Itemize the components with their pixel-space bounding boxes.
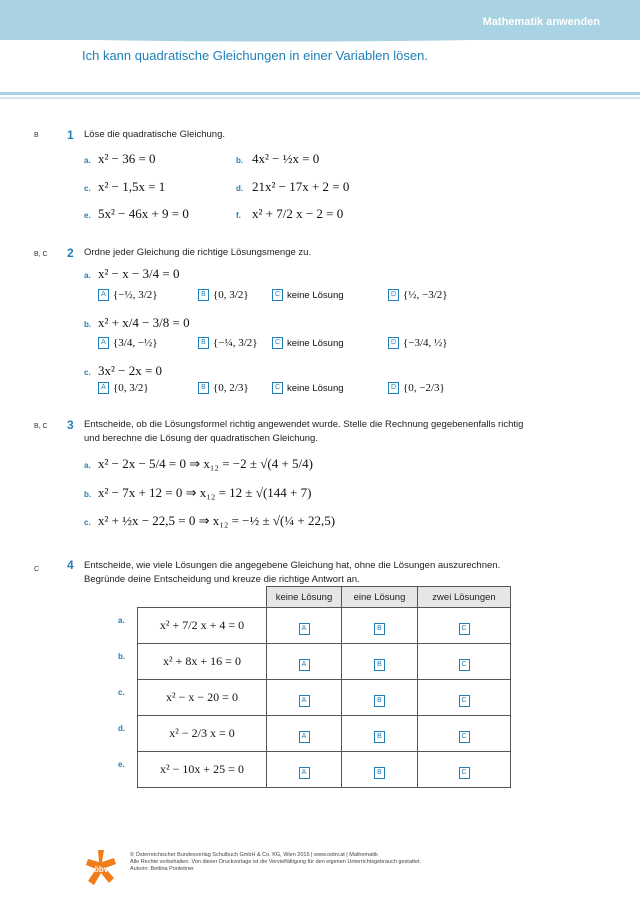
task-1c-equation: x² − 1,5x = 1 bbox=[98, 179, 166, 194]
task-4-number: 4 bbox=[67, 558, 74, 572]
footer-rights: Alle Rechte vorbehalten. Von dieser Druckvorlage ist die Vervielfältigung für den eigenen Unterrichtsgebrauch gestattet. bbox=[130, 859, 422, 865]
table-corner bbox=[138, 587, 267, 608]
task-1f-equation: x² + 7/2 x − 2 = 0 bbox=[252, 206, 344, 221]
table-row bbox=[138, 680, 511, 716]
checkbox-b[interactable]: B bbox=[198, 289, 209, 301]
table-row bbox=[138, 752, 511, 788]
task-4-tag: C bbox=[34, 566, 40, 573]
task-3b-label: b. bbox=[84, 490, 92, 499]
checkbox-c[interactable]: C bbox=[459, 623, 470, 635]
checkbox-d[interactable]: D bbox=[388, 337, 399, 349]
task-4-text-line1: Entscheide, wie viele Lösungen die angegebene Gleichung hat, ohne die Lösungen auszurechnen. bbox=[84, 560, 501, 571]
table-row bbox=[138, 608, 511, 644]
task-1d-label: d. bbox=[236, 184, 244, 193]
task-1f-label: f. bbox=[236, 211, 241, 220]
task-2c-option-d[interactable] bbox=[388, 382, 445, 394]
task-3-tag: B, C bbox=[34, 423, 48, 430]
task-2a-option-c[interactable] bbox=[272, 289, 344, 301]
option-text: keine Lösung bbox=[287, 289, 344, 301]
task-1b-equation: 4x² − ½x = 0 bbox=[252, 151, 320, 166]
footer-copyright: © Österreichischer Bundesverlag Schulbuch GmbH & Co. KG, Wien 2015 | www.oebv.at | Mathematik bbox=[130, 852, 378, 858]
task-2-text: Ordne jeder Gleichung die richtige Lösungsmenge zu. bbox=[84, 247, 312, 258]
task-2c-option-b[interactable] bbox=[198, 382, 249, 394]
option-text: {0, 3/2} bbox=[213, 289, 249, 301]
task-4d-label: d. bbox=[118, 724, 126, 733]
task-1a-label: a. bbox=[84, 156, 91, 165]
checkbox-b[interactable]: B bbox=[374, 623, 385, 635]
task-3a-equation: x² − 2x − 5/4 = 0 ⇒ x₁₂ = −2 ± √(4 + 5/4) bbox=[98, 456, 313, 471]
table-header-row bbox=[138, 587, 511, 608]
checkbox-a[interactable]: A bbox=[98, 337, 109, 349]
checkbox-b[interactable]: B bbox=[374, 695, 385, 707]
checkbox-b[interactable]: B bbox=[198, 337, 209, 349]
footer-author: Autorin: Bettina Ponleitner bbox=[130, 866, 194, 872]
table-row bbox=[138, 644, 511, 680]
logo-text: öbv bbox=[94, 865, 109, 874]
checkbox-a[interactable]: A bbox=[299, 623, 310, 635]
checkbox-c[interactable]: C bbox=[459, 767, 470, 779]
task-1e-label: e. bbox=[84, 211, 91, 220]
checkbox-c[interactable]: C bbox=[272, 289, 283, 301]
task-4c-label: c. bbox=[118, 688, 125, 697]
task-2b-option-a[interactable] bbox=[98, 337, 158, 349]
task-2-tag: B, C bbox=[34, 251, 48, 258]
checkbox-a[interactable]: A bbox=[98, 382, 109, 394]
column-header: keine Lösung bbox=[267, 587, 342, 608]
task-1-text: Löse die quadratische Gleichung. bbox=[84, 129, 226, 140]
task-2c-equation: 3x² − 2x = 0 bbox=[98, 363, 163, 378]
row-equation: x² + 7/2 x + 4 = 0 bbox=[138, 608, 267, 644]
task-3-text-line2: und berechne die Lösung der quadratischen Gleichung. bbox=[84, 433, 318, 444]
header-wave bbox=[0, 30, 640, 50]
divider-stripe-light bbox=[0, 97, 640, 99]
row-equation: x² − 10x + 25 = 0 bbox=[138, 752, 267, 788]
answer-table bbox=[137, 586, 511, 788]
row-equation: x² − x − 20 = 0 bbox=[138, 680, 267, 716]
checkbox-d[interactable]: D bbox=[388, 289, 399, 301]
task-2b-option-b[interactable] bbox=[198, 337, 258, 349]
task-3a-label: a. bbox=[84, 461, 91, 470]
checkbox-c[interactable]: C bbox=[459, 659, 470, 671]
task-2b-equation: x² + x/4 − 3/8 = 0 bbox=[98, 315, 190, 330]
checkbox-a[interactable]: A bbox=[299, 695, 310, 707]
task-4-text-line2: Begründe deine Entscheidung und kreuze die richtige Antwort an. bbox=[84, 574, 360, 585]
divider-stripe bbox=[0, 92, 640, 95]
task-1d-equation: 21x² − 17x + 2 = 0 bbox=[252, 179, 350, 194]
checkbox-a[interactable]: A bbox=[299, 659, 310, 671]
task-1c-label: c. bbox=[84, 184, 91, 193]
task-1b-label: b. bbox=[236, 156, 244, 165]
task-2-number: 2 bbox=[67, 246, 74, 260]
footer bbox=[130, 852, 421, 873]
task-1a-equation: x² − 36 = 0 bbox=[98, 151, 156, 166]
task-2a-equation: x² − x − 3/4 = 0 bbox=[98, 266, 180, 281]
checkbox-c[interactable]: C bbox=[459, 731, 470, 743]
task-1-number: 1 bbox=[67, 128, 74, 142]
task-1-tag: B bbox=[34, 132, 39, 139]
column-header: eine Lösung bbox=[342, 587, 418, 608]
task-3c-equation: x² + ½x − 22,5 = 0 ⇒ x₁₂ = −½ ± √(¼ + 22,5) bbox=[98, 513, 336, 528]
task-4e-label: e. bbox=[118, 760, 125, 769]
task-2c-label: c. bbox=[84, 368, 91, 377]
publisher-logo-icon bbox=[84, 848, 118, 888]
task-3-text-line1: Entscheide, ob die Lösungsformel richtig angewendet wurde. Stelle die Rechnung gegebenenfalls richtig bbox=[84, 419, 524, 430]
checkbox-c[interactable]: C bbox=[272, 382, 283, 394]
checkbox-a[interactable]: A bbox=[299, 731, 310, 743]
section-label: Mathematik anwenden bbox=[482, 16, 600, 28]
checkbox-d[interactable]: D bbox=[388, 382, 399, 394]
option-text: {0, 2/3} bbox=[213, 382, 249, 394]
task-1e-equation: 5x² − 46x + 9 = 0 bbox=[98, 206, 189, 221]
checkbox-b[interactable]: B bbox=[374, 767, 385, 779]
page-title: Ich kann quadratische Gleichungen in einer Variablen lösen. bbox=[82, 48, 428, 63]
option-text: {−½, 3/2} bbox=[113, 289, 158, 301]
table-row bbox=[138, 716, 511, 752]
checkbox-c[interactable]: C bbox=[272, 337, 283, 349]
task-2b-option-d[interactable] bbox=[388, 337, 448, 349]
option-text: {3/4, −½} bbox=[113, 337, 158, 349]
task-2a-option-a[interactable] bbox=[98, 289, 158, 301]
task-2a-option-d[interactable] bbox=[388, 289, 448, 301]
column-header: zwei Lösungen bbox=[418, 587, 511, 608]
option-text: {−3/4, ½} bbox=[403, 337, 448, 349]
checkbox-b[interactable]: B bbox=[374, 731, 385, 743]
task-2c-option-c[interactable] bbox=[272, 382, 344, 394]
task-2b-label: b. bbox=[84, 320, 92, 329]
option-text: {½, −3/2} bbox=[403, 289, 448, 301]
checkbox-b[interactable]: B bbox=[198, 382, 209, 394]
checkbox-c[interactable]: C bbox=[459, 695, 470, 707]
checkbox-a[interactable]: A bbox=[299, 767, 310, 779]
task-2a-label: a. bbox=[84, 271, 91, 280]
row-equation: x² + 8x + 16 = 0 bbox=[138, 644, 267, 680]
task-2c-option-a[interactable] bbox=[98, 382, 149, 394]
checkbox-b[interactable]: B bbox=[374, 659, 385, 671]
task-4a-label: a. bbox=[118, 616, 125, 625]
option-text: keine Lösung bbox=[287, 382, 344, 394]
task-2b-option-c[interactable] bbox=[272, 337, 344, 349]
task-4b-label: b. bbox=[118, 652, 126, 661]
option-text: {0, 3/2} bbox=[113, 382, 149, 394]
option-text: keine Lösung bbox=[287, 337, 344, 349]
option-text: {−¼, 3/2} bbox=[213, 337, 258, 349]
checkbox-a[interactable]: A bbox=[98, 289, 109, 301]
task-3b-equation: x² − 7x + 12 = 0 ⇒ x₁₂ = 12 ± √(144 + 7) bbox=[98, 485, 312, 500]
task-3-number: 3 bbox=[67, 418, 74, 432]
option-text: {0, −2/3} bbox=[403, 382, 445, 394]
task-3c-label: c. bbox=[84, 518, 91, 527]
row-equation: x² − 2/3 x = 0 bbox=[138, 716, 267, 752]
task-2a-option-b[interactable] bbox=[198, 289, 249, 301]
